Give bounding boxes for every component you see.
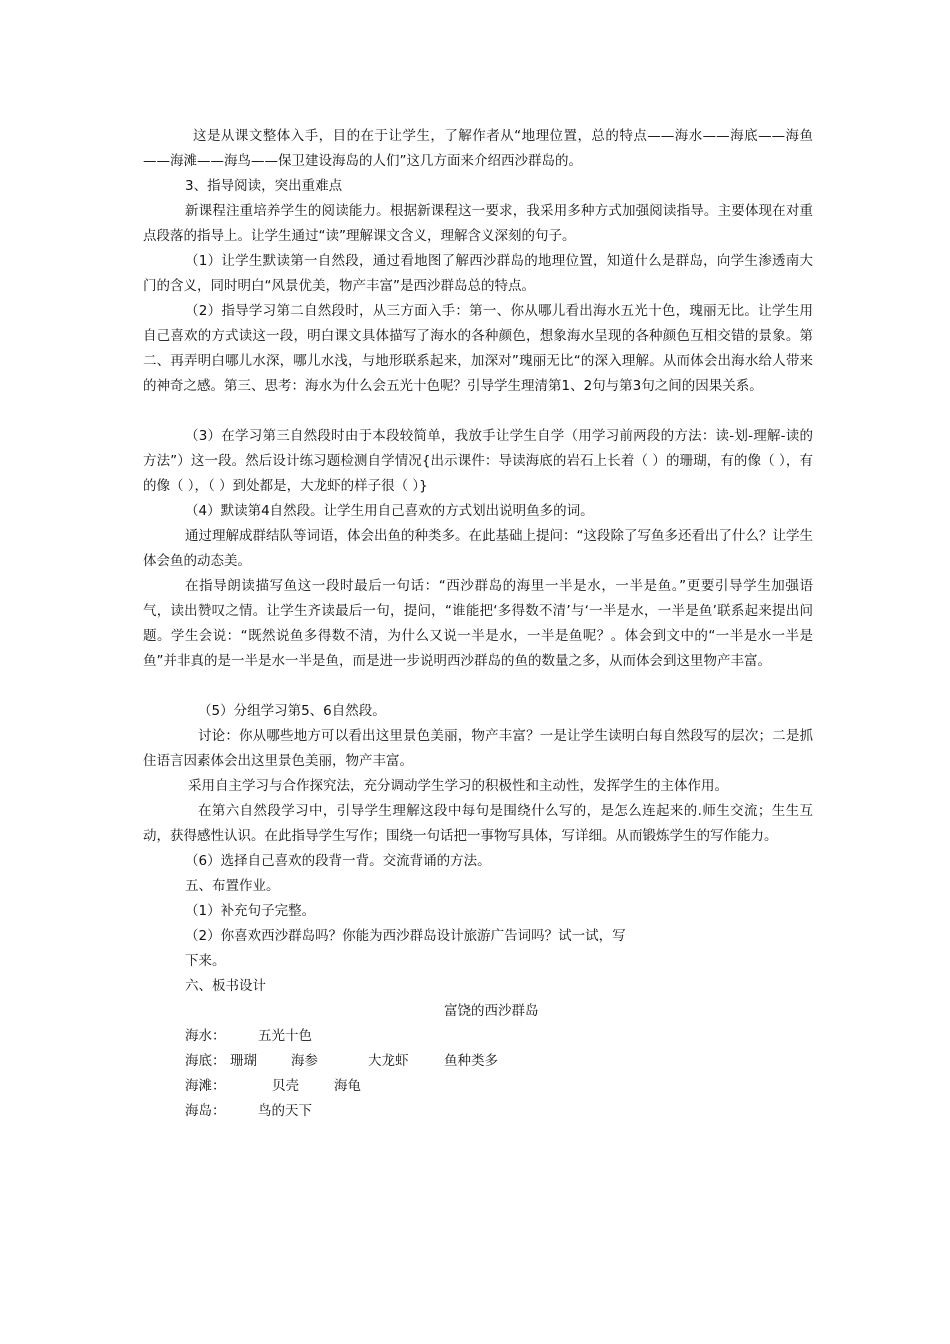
board-item: 贝壳: [272, 1078, 299, 1094]
heading-homework: 五、布置作业。: [185, 878, 280, 894]
homework-item-2-continued: 下来。: [185, 953, 226, 969]
paragraph-reading-aloud: 在指导朗读描写鱼这一段时最后一句话：“西沙群岛的海里一半是水，一半是鱼。”更要引导学生加强语气，读出赞叹之情。让学生齐读最后一句，提问，“谁能把‘多得数不清’与‘一半是水，一半是鱼’联系起来提出问题。学生会说：“既然说鱼多得数不清，为什么又说一半是水，一半是鱼呢？。体会到文中的“一半是水一半是鱼”并非真的是一半是水一半是鱼，而是进一步说明西沙群岛的鱼的数量之多，从而体会到这里物产丰富。: [143, 578, 813, 669]
paragraph-fish-variety: 通过理解成群结队等词语，体会出鱼的种类多。在此基础上提问：“这段除了写鱼多还看出了什么？让学生体会鱼的动态美。: [143, 528, 813, 569]
paragraph-step-2: （2）指导学习第二自然段时，从三方面入手：第一、你从哪儿看出海水五光十色，瑰丽无比。让学生用自己喜欢的方式读这一段，明白课文具体描写了海水的各种颜色，想象海水呈现的各种颜色互相交错的景象。第二、再弄明白哪儿水深，哪儿水浅，与地形联系起来，加深对”瑰丽无比“的深入理解。从而体会出海水给人带来的神奇之感。第三、思考：海水为什么会五光十色呢？引导学生理清第1、2句与第3句之间的因果关系。: [143, 303, 813, 394]
paragraph-new-curriculum: 新课程注重培养学生的阅读能力。根据新课程这一要求，我采用多种方式加强阅读指导。主要体现在对重点段落的指导上。让学生通过“读”理解课文含义，理解含义深刻的句子。: [143, 203, 813, 244]
board-item: 鸟的天下: [258, 1103, 312, 1119]
paragraph-step-4: （4）默读第4自然段。让学生用自己喜欢的方式划出说明鱼多的词。: [185, 503, 594, 519]
board-row-label: 海底：: [185, 1053, 226, 1069]
heading-guide-reading: 3、指导阅读，突出重难点: [185, 178, 343, 194]
paragraph-step-6: （6）选择自己喜欢的段背一背。交流背诵的方法。: [185, 853, 491, 869]
paragraph-step-5: （5）分组学习第5、6自然段。: [198, 703, 386, 719]
board-row-label: 海滩：: [185, 1078, 226, 1094]
board-item: 五光十色: [258, 1028, 312, 1044]
board-item: 珊瑚: [230, 1053, 257, 1069]
board-item: 海参: [291, 1053, 318, 1069]
board-item: 大龙虾: [368, 1053, 409, 1069]
paragraph-discussion: 讨论：你从哪些地方可以看出这里景色美丽，物产丰富？一是让学生读明白每自然段写的层次；二是抓住语言因素体会出这里景色美丽，物产丰富。: [143, 728, 813, 769]
paragraph-step-1: （1）让学生默读第一自然段，通过看地图了解西沙群岛的地理位置，知道什么是群岛，向学生渗透南大门的含义，同时明白“风景优美，物产丰富”是西沙群岛总的特点。: [143, 253, 813, 294]
homework-item-2: （2）你喜欢西沙群岛吗？你能为西沙群岛设计旅游广告词吗？试一试，写: [185, 928, 626, 944]
board-row-label: 海水：: [185, 1028, 226, 1044]
homework-item-1: （1）补充句子完整。: [185, 903, 316, 919]
heading-board-design: 六、板书设计: [185, 978, 266, 994]
paragraph-intro-purpose: 这是从课文整体入手，目的在于让学生，了解作者从“地理位置，总的特点——海水——海底——海鱼——海滩——海鸟——保卫建设海岛的人们”这几方面来介绍西沙群岛的。: [143, 128, 813, 169]
board-title: 富饶的西沙群岛: [444, 1003, 539, 1019]
paragraph-cooperative-learning: 采用自主学习与合作探究法，充分调动学生学习的积极性和主动性，发挥学生的主体作用。: [188, 778, 728, 794]
paragraph-sixth-section: 在第六自然段学习中，引导学生理解这段中每句是围绕什么写的，是怎么连起来的.师生交流；生生互动，获得感性认识。在此指导学生写作；围绕一句话把一事物写具体，写详细。从而锻炼学生的写作能力。: [143, 803, 813, 844]
board-item: 鱼种类多: [444, 1053, 498, 1069]
paragraph-step-3: （3）在学习第三自然段时由于本段较简单，我放手让学生自学（用学习前两段的方法：读-划-理解-读的方法”）这一段。然后设计练习题检测自学情况{出示课件：导读海底的岩石上长着（ ）的珊瑚，有的像（ ），有的像（ ），（ ）到处都是，大龙虾的样子很（ ）}: [143, 428, 813, 494]
board-item: 海龟: [334, 1078, 361, 1094]
board-row-label: 海岛：: [185, 1103, 226, 1119]
